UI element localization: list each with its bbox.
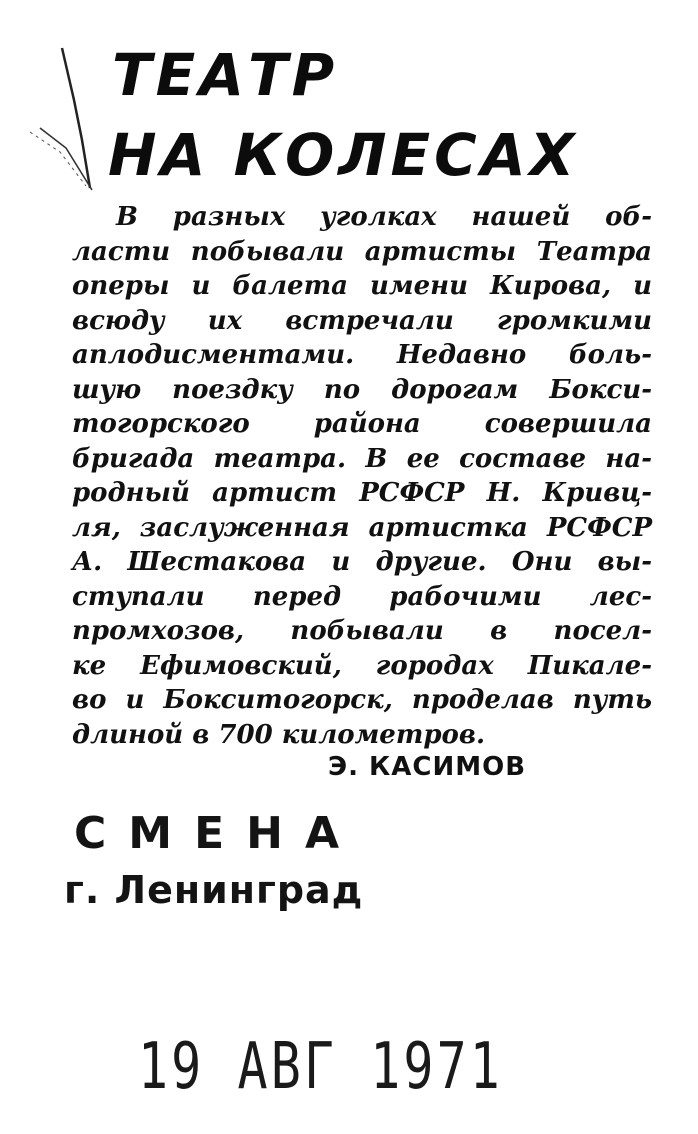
article-body [72,200,652,752]
article-line: всюду их встречали громкими [72,305,652,336]
author-signature: Э. КАСИМОВ [328,752,527,782]
newspaper-name: СМЕНА [74,808,362,859]
headline-line-2: НА КОЛЕСАХ [108,121,579,189]
pen-scratch-mark [0,40,110,200]
article-line: ласти побывали артисты Театра [72,236,652,267]
article-line: оперы и балета имени Кирова, и [72,271,652,301]
article-line: ступали перед рабочими лес- [72,581,652,612]
newspaper-city: г. Ленинград [64,868,364,912]
headline-line-1: ТЕАТР [112,41,339,109]
article-line: родный артист РСФСР Н. Кривц- [72,478,652,508]
article-line: ке Ефимовский, городах Пикале- [72,650,652,681]
article-line: аплодисментами. Недавно боль- [72,340,652,370]
article-line: длиной в 700 километров. [72,719,486,750]
article-line: В разных уголках нашей об- [116,202,652,232]
article-line: бригада театра. В ее составе на- [72,443,652,474]
article-line: ля, заслуженная артистка РСФСР [72,512,652,543]
date-stamp: 19 АВГ 1971 [138,1030,503,1104]
article-line: во и Бокситогорск, проделав путь [72,685,652,715]
article-line: промхозов, побывали в посел- [72,616,652,646]
article-line: тогорского района совершила [72,409,652,439]
article-line: А. Шестакова и другие. Они вы- [72,547,652,577]
article-line: шую поездку по дорогам Бокси- [72,374,652,405]
